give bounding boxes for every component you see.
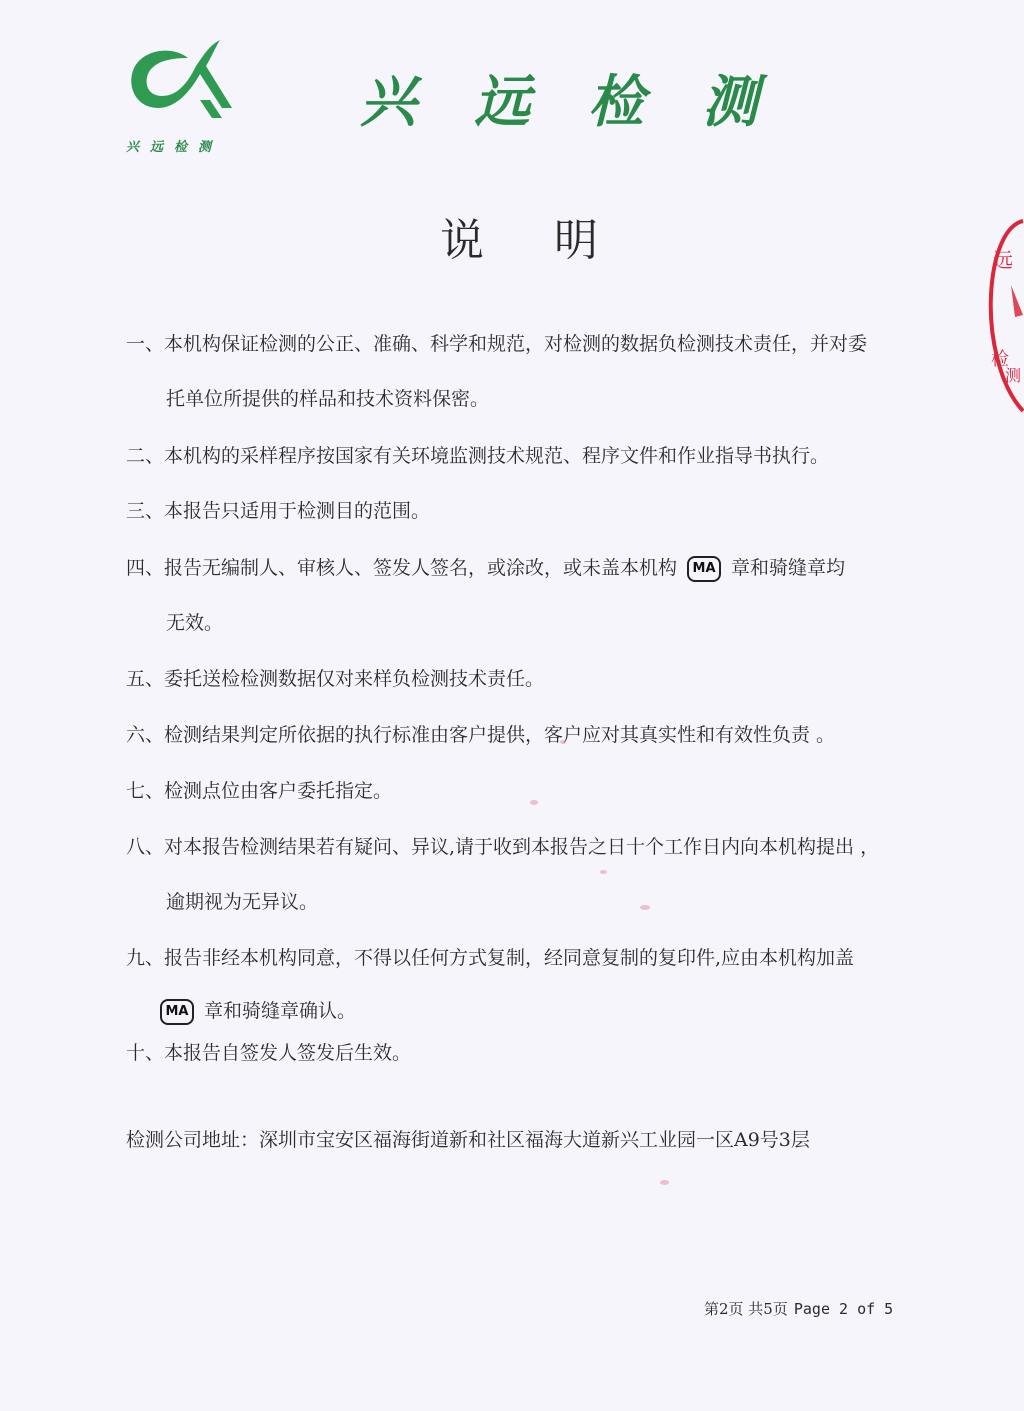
red-seal-stamp [985, 215, 1024, 415]
seal-text-1: 远 [993, 248, 1013, 272]
list-item-10 [126, 1041, 411, 1065]
scan-speck [530, 800, 538, 805]
seal-text-2: 检 [991, 349, 1009, 370]
list-item-1 [126, 332, 867, 356]
item-text: 报告无编制人、审核人、签发人签名，或涂改，或未盖本机构 [164, 557, 678, 579]
page-number-en: Page 2 of 5 [793, 1300, 894, 1318]
item-text: 本报告只适用于检测目的范围。 [164, 500, 431, 522]
page-title: 说明 [440, 215, 668, 266]
alpha-logo-icon [126, 36, 236, 131]
page-number-cn: 第2页 共5页 [704, 1300, 788, 1318]
item-text: 本报告自签发人签发后生效。 [164, 1042, 412, 1064]
item-number: 四、 [126, 557, 165, 579]
item-text-after: 章和骑缝章均 [731, 557, 846, 579]
seal-icon [985, 215, 1024, 415]
page-footer [704, 1298, 893, 1319]
scan-speck [640, 905, 650, 910]
item-text: 检测点位由客户委托指定。 [164, 780, 393, 802]
company-address: 检测公司地址：深圳市宝安区福海街道新和社区福海大道新兴工业园一区A9号3层 [126, 1129, 810, 1151]
list-item-4-continuation: 无效。 [166, 612, 224, 634]
item-text-after: 章和骑缝章确认。 [204, 1000, 357, 1022]
list-item-8-continuation: 逾期视为无异议。 [166, 891, 319, 913]
company-logo [126, 36, 236, 161]
list-item-2 [126, 444, 829, 468]
item-number: 二、 [126, 445, 165, 467]
item-text: 报告非经本机构同意，不得以任何方式复制，经同意复制的复印件,应由本机构加盖 [164, 947, 855, 969]
list-item-9 [126, 946, 854, 970]
brand-title: 兴远检测 [360, 69, 816, 135]
seal-text-3: 测 [1005, 366, 1022, 385]
logo-caption: 兴远检测 [126, 140, 223, 155]
list-item-5 [126, 667, 544, 691]
item-number: 八、 [126, 836, 165, 858]
item-text: 本机构保证检测的公正、准确、科学和规范，对检测的数据负检测技术责任，并对委 [164, 333, 868, 355]
item-number: 三、 [126, 500, 165, 522]
list-item-9-continuation [160, 999, 356, 1025]
scan-speck [560, 740, 566, 744]
item-text: 委托送检检测数据仅对来样负检测技术责任。 [164, 668, 545, 690]
item-number: 六、 [126, 724, 165, 746]
list-item-1-continuation: 托单位所提供的样品和技术资料保密。 [166, 388, 490, 410]
cma-stamp-icon: MA [160, 999, 194, 1025]
item-number: 十、 [126, 1042, 165, 1064]
item-number: 七、 [126, 780, 165, 802]
scan-speck [660, 1180, 669, 1185]
item-text: 检测结果判定所依据的执行标准由客户提供，客户应对其真实性和有效性负责 。 [164, 724, 836, 746]
cma-stamp-icon: MA [687, 556, 721, 582]
list-item-6 [126, 723, 835, 747]
list-item-4 [126, 556, 845, 582]
list-item-7 [126, 779, 392, 803]
item-number: 五、 [126, 668, 165, 690]
list-item-3 [126, 499, 430, 523]
item-text: 本机构的采样程序按国家有关环境监测技术规范、程序文件和作业指导书执行。 [164, 445, 830, 467]
list-item-8 [126, 835, 879, 859]
scan-speck [600, 870, 607, 874]
item-text: 对本报告检测结果若有疑问、异议,请于收到本报告之日十个工作日内向本机构提出 ， [164, 836, 880, 858]
item-number: 九、 [126, 947, 165, 969]
item-number: 一、 [126, 333, 165, 355]
